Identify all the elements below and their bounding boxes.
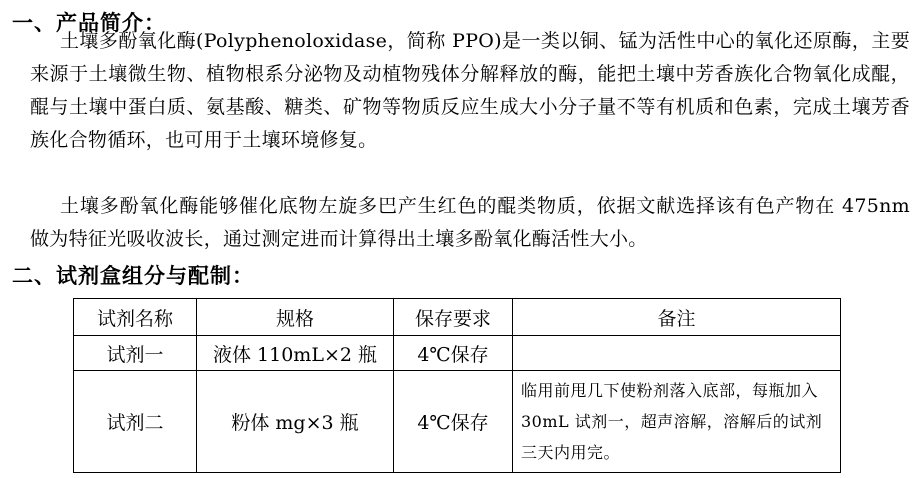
table-row: [74, 336, 841, 371]
table-header-cell: 备注: [513, 299, 841, 336]
table-cell: 液体 110mL×2 瓶: [197, 336, 394, 371]
section-heading-kit: 二、试剂盒组分与配制：: [12, 264, 254, 288]
table-header-row: [74, 299, 841, 336]
table-cell: 粉体 mg×3 瓶: [197, 371, 394, 473]
table-header-cell: 保存要求: [394, 299, 513, 336]
table-cell: 试剂二: [74, 371, 197, 473]
table-cell: 4℃保存: [394, 336, 513, 371]
table-header-cell: 试剂名称: [74, 299, 197, 336]
table-cell-note: 临用前甩几下使粉剂落入底部，每瓶加入 30mL 试剂一，超声溶解，溶解后的试剂三天内用完。: [513, 371, 841, 473]
reagent-table: [73, 298, 841, 473]
intro-paragraph-1: 土壤多酚氧化酶(Polyphenoloxidase，简称 PPO)是一类以铜、锰为活性中心的氧化还原酶，主要来源于土壤微生物、植物根系分泌物及动植物残体分解释放的酶，能把土壤中芳香族化合物氧化成醌，醌与土壤中蛋白质、氨基酸、糖类、矿物等物质反应生成大小分子量不等有机质和色素，完成土壤芳香族化合物循环，也可用于土壤环境修复。: [30, 30, 910, 151]
section-heading-intro: 一、产品简介：: [12, 11, 166, 35]
table-row: [74, 371, 841, 473]
intro-paragraph-2: 土壤多酚氧化酶能够催化底物左旋多巴产生红色的醌类物质，依据文献选择该有色产物在 475nm 做为特征光吸收波长，通过测定进而计算得出土壤多酚氧化酶活性大小。: [30, 195, 910, 250]
table-cell: 4℃保存: [394, 371, 513, 473]
table-cell: [513, 336, 841, 371]
table-cell: 试剂一: [74, 336, 197, 371]
table-header-cell: 规格: [197, 299, 394, 336]
